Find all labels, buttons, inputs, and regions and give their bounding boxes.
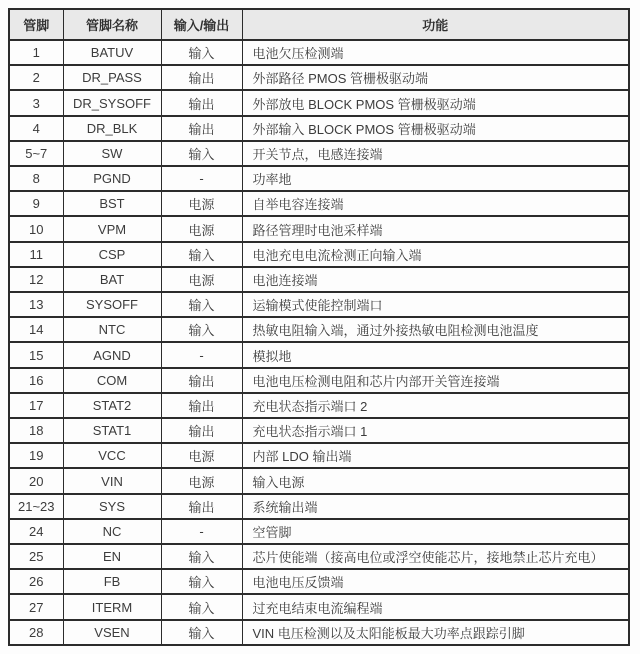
table-row	[9, 544, 629, 569]
cell-io-type: 电源	[161, 443, 242, 468]
cell-pin-number: 3	[9, 90, 63, 115]
cell-pin-number: 13	[9, 292, 63, 317]
cell-pin-number: 12	[9, 267, 63, 292]
cell-pin-number: 10	[9, 216, 63, 241]
cell-io-type: 输入	[161, 242, 242, 267]
cell-pin-number: 14	[9, 317, 63, 342]
cell-function: 充电状态指示端口 2	[242, 393, 629, 418]
cell-pin-number: 26	[9, 569, 63, 594]
cell-pin-name: VPM	[63, 216, 161, 241]
cell-io-type: 输出	[161, 368, 242, 393]
cell-io-type: 输入	[161, 292, 242, 317]
cell-function: 外部放电 BLOCK PMOS 管栅极驱动端	[242, 90, 629, 115]
cell-io-type: 电源	[161, 468, 242, 493]
cell-pin-number: 28	[9, 620, 63, 645]
cell-function: 外部输入 BLOCK PMOS 管栅极驱动端	[242, 116, 629, 141]
cell-function: 路径管理时电池采样端	[242, 216, 629, 241]
table-row	[9, 494, 629, 519]
table-row	[9, 216, 629, 241]
table-row	[9, 368, 629, 393]
cell-pin-name: COM	[63, 368, 161, 393]
cell-io-type: 输入	[161, 141, 242, 166]
cell-io-type: 电源	[161, 191, 242, 216]
table-row	[9, 443, 629, 468]
cell-io-type: 输入	[161, 317, 242, 342]
cell-pin-name: DR_BLK	[63, 116, 161, 141]
table-row	[9, 90, 629, 115]
column-header-function: 功能	[242, 9, 629, 40]
cell-function: 电池电压检测电阻和芯片内部开关管连接端	[242, 368, 629, 393]
cell-function: 电池电压反馈端	[242, 569, 629, 594]
cell-io-type: 输出	[161, 418, 242, 443]
cell-pin-number: 16	[9, 368, 63, 393]
cell-pin-name: PGND	[63, 166, 161, 191]
cell-function: 输入电源	[242, 468, 629, 493]
cell-pin-name: CSP	[63, 242, 161, 267]
cell-io-type: 输入	[161, 594, 242, 619]
cell-function: 热敏电阻输入端，通过外接热敏电阻检测电池温度	[242, 317, 629, 342]
header-row	[9, 9, 629, 40]
table-row	[9, 292, 629, 317]
cell-io-type: 电源	[161, 267, 242, 292]
cell-pin-name: SYS	[63, 494, 161, 519]
cell-function: 外部路径 PMOS 管栅极驱动端	[242, 65, 629, 90]
cell-io-type: 输出	[161, 393, 242, 418]
table-row	[9, 65, 629, 90]
cell-pin-name: BAT	[63, 267, 161, 292]
pin-table-body	[9, 40, 629, 645]
table-row	[9, 393, 629, 418]
table-row	[9, 40, 629, 65]
pin-function-table	[8, 8, 630, 646]
cell-function: 电池充电电流检测正向输入端	[242, 242, 629, 267]
cell-io-type: 输出	[161, 494, 242, 519]
column-header-pin-number: 管脚	[9, 9, 63, 40]
cell-io-type: 输入	[161, 620, 242, 645]
cell-pin-number: 11	[9, 242, 63, 267]
cell-function: 模拟地	[242, 342, 629, 367]
cell-pin-number: 17	[9, 393, 63, 418]
cell-function: 芯片使能端（接高电位或浮空使能芯片，接地禁止芯片充电）	[242, 544, 629, 569]
cell-pin-name: FB	[63, 569, 161, 594]
cell-pin-name: AGND	[63, 342, 161, 367]
cell-io-type: -	[161, 519, 242, 544]
cell-function: 开关节点，电感连接端	[242, 141, 629, 166]
cell-io-type: 输入	[161, 569, 242, 594]
cell-pin-name: DR_PASS	[63, 65, 161, 90]
cell-pin-number: 8	[9, 166, 63, 191]
cell-pin-number: 1	[9, 40, 63, 65]
cell-function: 电池连接端	[242, 267, 629, 292]
cell-pin-name: ITERM	[63, 594, 161, 619]
cell-pin-number: 27	[9, 594, 63, 619]
column-header-io-type: 输入/输出	[161, 9, 242, 40]
cell-pin-name: STAT1	[63, 418, 161, 443]
table-row	[9, 166, 629, 191]
cell-pin-number: 15	[9, 342, 63, 367]
table-row	[9, 191, 629, 216]
cell-io-type: 输出	[161, 90, 242, 115]
cell-pin-name: DR_SYSOFF	[63, 90, 161, 115]
cell-io-type: -	[161, 166, 242, 191]
table-row	[9, 141, 629, 166]
cell-function: 自举电容连接端	[242, 191, 629, 216]
cell-io-type: 输出	[161, 116, 242, 141]
table-row	[9, 594, 629, 619]
table-row	[9, 468, 629, 493]
cell-pin-name: NTC	[63, 317, 161, 342]
cell-pin-number: 5~7	[9, 141, 63, 166]
table-row	[9, 342, 629, 367]
cell-pin-number: 20	[9, 468, 63, 493]
column-header-pin-name: 管脚名称	[63, 9, 161, 40]
cell-function: 内部 LDO 输出端	[242, 443, 629, 468]
cell-pin-number: 19	[9, 443, 63, 468]
cell-function: 系统输出端	[242, 494, 629, 519]
table-row	[9, 418, 629, 443]
cell-pin-name: EN	[63, 544, 161, 569]
cell-pin-number: 18	[9, 418, 63, 443]
cell-io-type: 输入	[161, 40, 242, 65]
table-row	[9, 569, 629, 594]
cell-pin-name: STAT2	[63, 393, 161, 418]
cell-pin-name: VSEN	[63, 620, 161, 645]
cell-function: 功率地	[242, 166, 629, 191]
cell-io-type: 输入	[161, 544, 242, 569]
cell-pin-number: 4	[9, 116, 63, 141]
table-row	[9, 317, 629, 342]
cell-io-type: 电源	[161, 216, 242, 241]
cell-pin-name: VIN	[63, 468, 161, 493]
cell-pin-name: NC	[63, 519, 161, 544]
cell-pin-name: VCC	[63, 443, 161, 468]
table-row	[9, 620, 629, 645]
cell-function: 过充电结束电流编程端	[242, 594, 629, 619]
table-row	[9, 267, 629, 292]
pin-table-header	[9, 9, 629, 40]
cell-io-type: -	[161, 342, 242, 367]
table-row	[9, 116, 629, 141]
cell-pin-number: 2	[9, 65, 63, 90]
cell-function: 充电状态指示端口 1	[242, 418, 629, 443]
cell-pin-name: SW	[63, 141, 161, 166]
cell-function: 电池欠压检测端	[242, 40, 629, 65]
cell-pin-number: 25	[9, 544, 63, 569]
cell-pin-number: 24	[9, 519, 63, 544]
cell-pin-number: 21~23	[9, 494, 63, 519]
cell-function: 运输模式使能控制端口	[242, 292, 629, 317]
table-row	[9, 242, 629, 267]
table-row	[9, 519, 629, 544]
cell-pin-number: 9	[9, 191, 63, 216]
cell-io-type: 输出	[161, 65, 242, 90]
cell-pin-name: SYSOFF	[63, 292, 161, 317]
cell-pin-name: BST	[63, 191, 161, 216]
cell-pin-name: BATUV	[63, 40, 161, 65]
cell-function: 空管脚	[242, 519, 629, 544]
cell-function: VIN 电压检测以及太阳能板最大功率点跟踪引脚	[242, 620, 629, 645]
